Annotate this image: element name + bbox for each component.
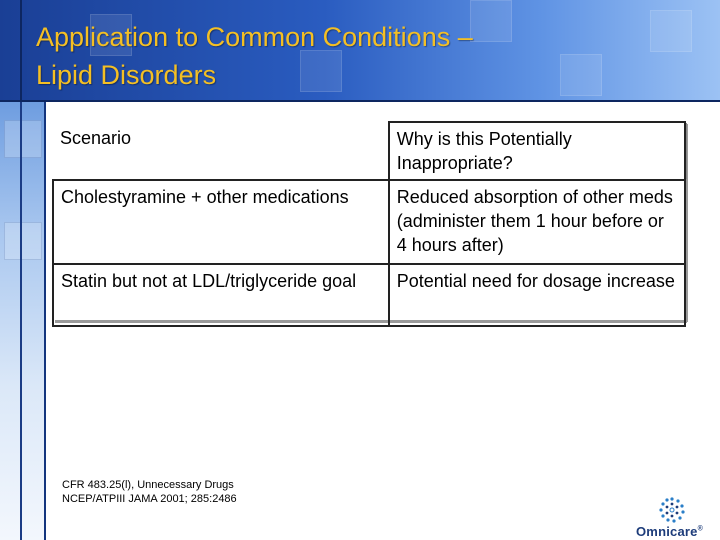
table-cell: Reduced absorption of other meds (administer them 1 hour before or 4 hours after) [389, 180, 685, 264]
table-cell: Potential need for dosage increase [389, 264, 685, 326]
table-row [53, 180, 685, 264]
logo-name: Omnicare [636, 524, 698, 539]
omnicare-logo-mark-icon [658, 496, 686, 524]
table-header-cell: Scenario [60, 128, 132, 148]
left-band-divider [20, 102, 22, 540]
logo-wordmark [636, 524, 703, 539]
table-cell: Cholestyramine + other medications [53, 180, 389, 264]
table-cell: Statin but not at LDL/triglyceride goal [53, 264, 389, 326]
header-band [0, 0, 720, 102]
registered-mark: ® [697, 525, 703, 533]
scenario-table [52, 121, 686, 327]
references [62, 478, 237, 506]
reference-line: NCEP/ATPIII JAMA 2001; 285:2486 [62, 493, 237, 505]
omnicare-logo [626, 494, 720, 540]
page-title [36, 18, 696, 94]
left-band-edge [44, 102, 46, 540]
title-line-2: Lipid Disorders [36, 60, 217, 90]
header-divider [20, 0, 22, 102]
table-header-cell: Why is this Potentially Inappropriate? [389, 122, 685, 180]
left-band [0, 102, 46, 540]
left-band-tile [4, 222, 42, 260]
title-line-1: Application to Common Conditions – [36, 22, 473, 52]
reference-line: CFR 483.25(l), Unnecessary Drugs [62, 479, 234, 491]
left-band-tile [4, 120, 42, 158]
table-header-row [53, 122, 685, 180]
header-divider [0, 100, 720, 102]
table-row [53, 264, 685, 326]
